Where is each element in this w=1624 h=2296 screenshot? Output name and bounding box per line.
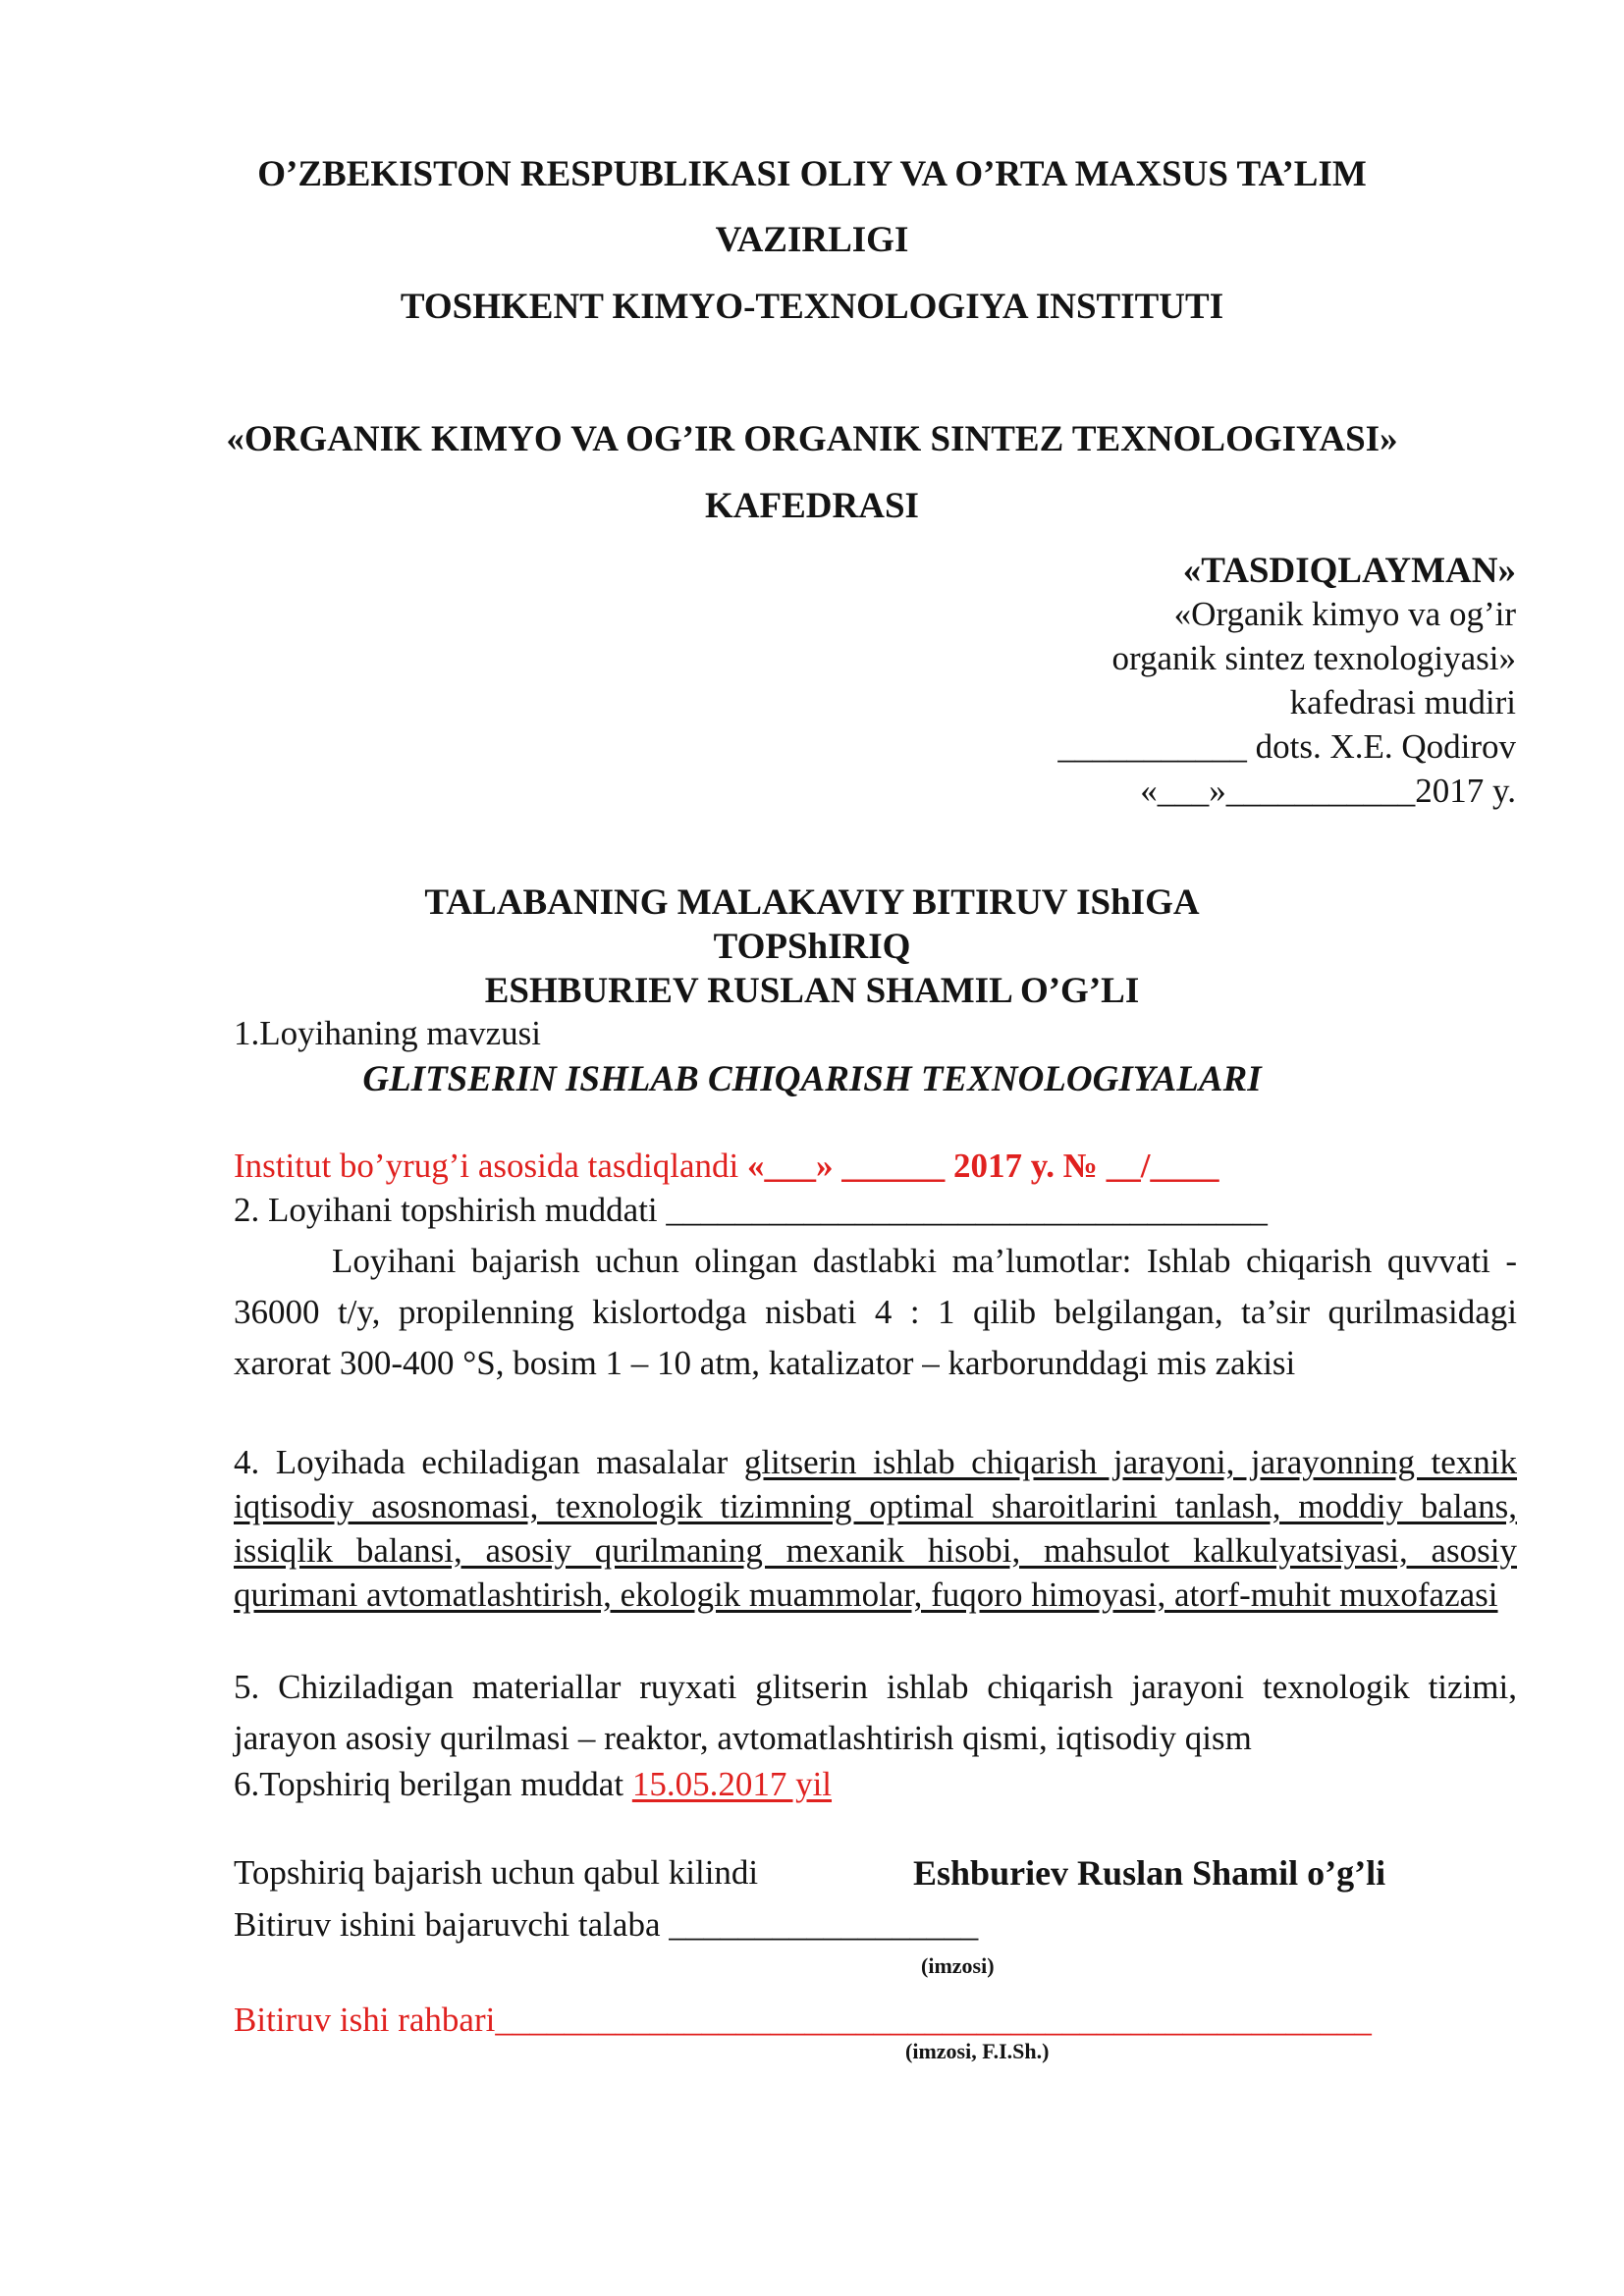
student-signature-line: Bitiruv ishini bajaruvchi talaba __________________ xyxy=(234,1905,979,1944)
approval-line-2: organik sintez texnologiyasi» xyxy=(1111,639,1516,677)
institute-order-line xyxy=(234,1147,1218,1186)
item-6-label: 6.Topshiriq berilgan muddat xyxy=(234,1765,632,1803)
item-2-deadline: 2. Loyihani topshirish muddati ___________________________________ xyxy=(234,1191,1268,1229)
item-1-label: 1.Loyihaning mavzusi xyxy=(234,1014,542,1052)
approval-date-line: «___»___________2017 y. xyxy=(1140,772,1516,810)
ministry-line-1: O’ZBEKISTON RESPUBLIKASI OLIY VA O’RTA MAXSUS TA’LIM xyxy=(257,154,1367,194)
ministry-line-2: VAZIRLIGI xyxy=(715,220,909,260)
supervisor-signature-caption: (imzosi, F.I.Sh.) xyxy=(905,2039,1050,2063)
item-6-date: 15.05.2017 yil xyxy=(631,1765,833,1803)
assignment-title-2: TOPShIRIQ xyxy=(713,927,911,967)
item-4-tasks-list: glitserin ishlab chiqarish jarayoni, jarayonning texnik iqtisodiy asosnomasi, texnologik tizimning optimal sharoitlarini tanlash, moddiy balans, issiqlik balansi, asosiy qurilmaning mexanik hisobi, mahsulot kalkulyatsiyasi, asosiy qurimani avtomatlashtirish, ekologik muammolar, fuqoro himoyasi, atorf-muhit muxofazasi xyxy=(234,1443,1518,1614)
approval-line-1: «Organik kimyo va og’ir xyxy=(1173,595,1516,633)
approval-signature-line: ___________ dots. X.E. Qodirov xyxy=(1057,727,1516,766)
department-line-2: KAFEDRASI xyxy=(705,486,919,526)
item-5-materials: 5. Chiziladigan materiallar ruyxati glitserin ishlab chiqarish jarayoni texnologik tizimi, jarayon asosiy qurilmasi – reaktor, avtomatlashtirish qismi, iqtisodiy qism xyxy=(234,1668,1517,1757)
project-topic: GLITSERIN ISHLAB CHIQARISH TEXNOLOGIYALARI xyxy=(362,1059,1262,1099)
institute-name: TOSHKENT KIMYO-TEXNOLOGIYA INSTITUTI xyxy=(400,287,1224,327)
institute-order-fill: «___» ______ 2017 y. № __/____ xyxy=(746,1147,1219,1185)
supervisor-signature-line: Bitiruv ishi rahbari___________________________________________________ xyxy=(234,2001,1372,2039)
student-name: ESHBURIEV RUSLAN SHAMIL O’G’LI xyxy=(484,971,1140,1011)
item-3-initial-data: Loyihani bajarish uchun olingan dastlabki ma’lumotlar: Ishlab chiqarish quvvati - 36000 t/y, propilenning kislortodga nisbati 4 : 1 qilib belgilangan, ta’sir qurilmasidagi xarorat 300-400 °S, bosim 1 – 10 atm, katalizator – karborunddagi mis zakisi xyxy=(234,1242,1517,1382)
item-4-tasks xyxy=(234,1440,1517,1617)
accepted-student-name: Eshburiev Ruslan Shamil o’g’li xyxy=(913,1853,1386,1893)
department-line-1: «ORGANIK KIMYO VA OG’IR ORGANIK SINTEZ TEXNOLOGIYASI» xyxy=(226,419,1398,459)
assignment-title-1: TALABANING MALAKAVIY BITIRUV IShIGA xyxy=(424,882,1200,923)
student-signature-caption: (imzosi) xyxy=(921,1953,995,1978)
approval-line-3: kafedrasi mudiri xyxy=(1289,683,1516,721)
item-6-line xyxy=(234,1765,832,1804)
institute-order-label: Institut bo’yrug’i asosida tasdiqlandi xyxy=(234,1147,747,1185)
approval-title: «TASDIQLAYMAN» xyxy=(1182,551,1516,591)
accepted-label: Topshiriq bajarish uchun qabul kilindi xyxy=(234,1853,759,1892)
item-4-label: 4. Loyihada echiladigan masalalar xyxy=(234,1443,744,1481)
